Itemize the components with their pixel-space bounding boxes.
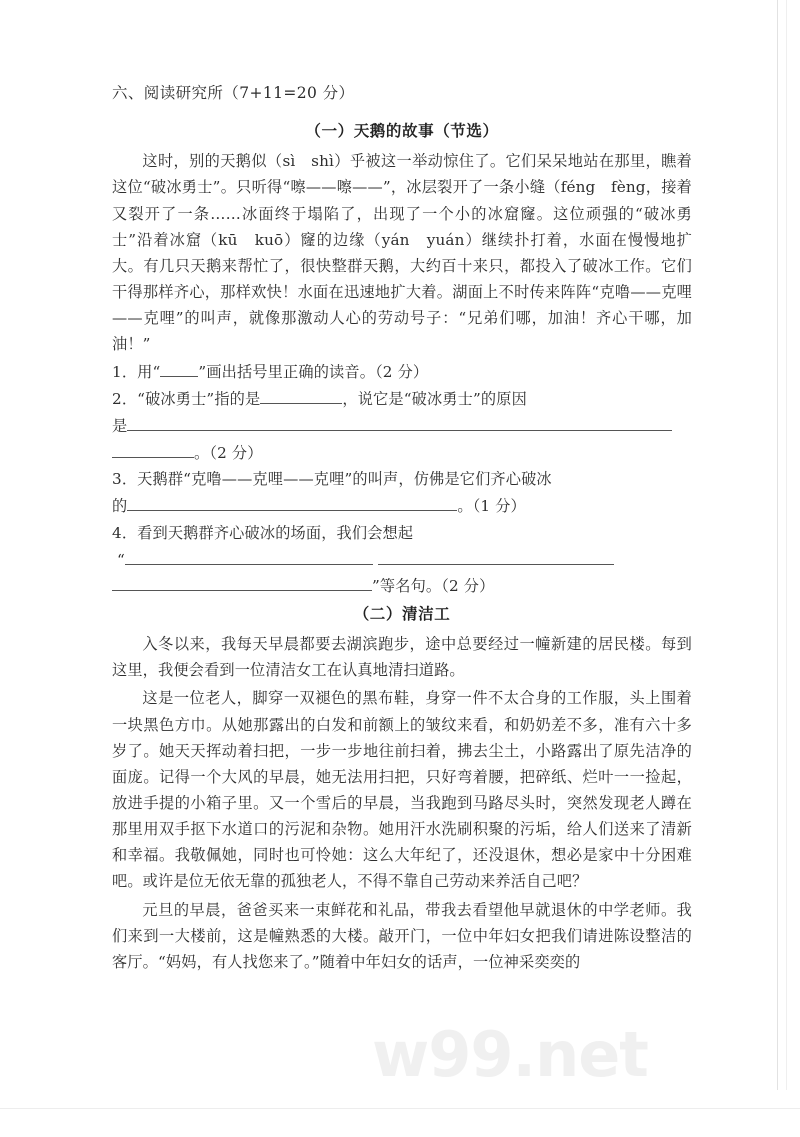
question-2-number: 2． <box>112 390 138 409</box>
page-edge-line-bottom <box>0 1108 800 1109</box>
question-3-line-2 <box>112 493 692 520</box>
page-edge-line-inner <box>786 0 787 1090</box>
question-2-text-c: 是 <box>112 416 128 435</box>
question-4-answer-blank-2[interactable] <box>378 548 614 565</box>
question-2-line-3 <box>112 440 692 467</box>
question-3-number: 3． <box>112 470 138 489</box>
document-content <box>112 82 692 977</box>
question-2-text-a: “破冰勇士”指的是 <box>137 390 261 409</box>
question-2-text-b: ，说它是“破冰勇士”的原因 <box>342 390 527 409</box>
question-4-line-2 <box>112 547 692 574</box>
question-4-quote-open: “ <box>116 550 125 569</box>
question-2-line-2 <box>112 413 692 440</box>
question-1-text-a: 用“ <box>137 363 161 382</box>
question-4-answer-blank-1[interactable] <box>125 548 373 565</box>
question-3-text-b: 的 <box>112 497 128 516</box>
question-4-line-3 <box>112 573 692 600</box>
question-2 <box>112 386 692 413</box>
question-3 <box>112 466 692 493</box>
question-3-text-c: 。（1 分） <box>457 497 526 516</box>
passage-2-paragraph-2: 这是一位老人，脚穿一双褪色的黑布鞋，身穿一件不太合身的工作服，头上围着一块黑色方巾。从她那露出的白发和前额上的皱纹来看，和奶奶差不多，准有六十多岁了。她天天挥动着扫把，一步一步地往前扫着，拂去尘土，小路露出了原先洁净的面庞。记得一个大风的早晨，她无法用扫把，只好弯着腰，把碎纸、烂叶一一捡起，放进手提的小箱子里。又一个雪后的早晨，当我跑到马路尽头时，突然发现老人蹲在那里用双手抠下水道口的污泥和杂物。她用汗水洗刷积聚的污垢，给人们送来了清新和幸福。我敬佩她，同时也可怜她：这么大年纪了，还没退休，想必是家中十分困难吧。或许是位无依无靠的孤独老人，不得不靠自己劳动来养活自己吧？ <box>112 689 692 891</box>
site-watermark: w99.net <box>372 1018 648 1091</box>
question-2-answer-blank-1[interactable] <box>260 387 342 404</box>
page-edge-line-outer <box>777 0 778 1090</box>
question-4-quote-close: ” <box>372 577 380 596</box>
question-4 <box>112 520 692 547</box>
question-3-answer-blank[interactable] <box>127 494 457 511</box>
question-4-text-a: 看到天鹅群齐心破冰的场面，我们会想起 <box>137 523 414 542</box>
question-3-text-a: 天鹅群“克噜——克哩——克哩”的叫声，仿佛是它们齐心破冰 <box>137 470 552 489</box>
passage-2-title: （二）清洁工 <box>353 604 451 624</box>
question-2-answer-blank-2[interactable] <box>127 414 672 431</box>
passage-2-paragraph-1: 入冬以来，我每天早晨都要去湖滨跑步，途中总要经过一幢新建的居民楼。每到这里，我便会看到一位清洁女工在认真地清扫道路。 <box>112 635 692 680</box>
passage-2-paragraph-3: 元旦的早晨，爸爸买来一束鲜花和礼品，带我去看望他早就退休的中学老师。我们来到一大楼前，这是幢熟悉的大楼。敲开门，一位中年妇女把我们请进陈设整洁的客厅。“妈妈，有人找您来了。”随着中年妇女的话声，一位神采奕奕的 <box>112 900 692 971</box>
passage-1-paragraph: 这时，别的天鹅似（sì shì）乎被这一举动惊住了。它们呆呆地站在那里，瞧着这位“破冰勇士”。只听得“嚓——嚓——”，冰层裂开了一条小缝（féng fèng，接着又裂开了一条……冰面终于塌陷了，出现了一个小的冰窟窿。这位顽强的“破冰勇士”沿着冰窟（kū kuō）窿的边缘（yán yuán）继续扑打着，水面在慢慢地扩大。有几只天鹅来帮忙了，很快整群天鹅，大约百十来只，都投入了破冰工作。它们干得那样齐心，那样欢快！水面在迅速地扩大着。湖面上不时传来阵阵“克噜——克哩——克哩”的叫声，就像那激动人心的劳动号子：“兄弟们哪，加油！齐心干哪，加油！” <box>112 152 692 354</box>
section-heading: 六、阅读研究所（7+11=20 分） <box>112 84 355 102</box>
question-4-number: 4． <box>112 523 138 542</box>
question-1-answer-blank[interactable] <box>160 360 198 377</box>
question-2-answer-blank-3[interactable] <box>112 441 194 458</box>
question-4-answer-blank-3[interactable] <box>112 574 372 591</box>
question-4-text-b: 等名句。（2 分） <box>379 577 495 596</box>
question-2-text-d: 。（2 分） <box>194 443 263 462</box>
passage-1-title: （一）天鹅的故事（节选） <box>305 121 499 141</box>
question-1-text-b: ”画出括号里正确的读音。（2 分） <box>198 363 429 382</box>
question-1-number: 1． <box>112 363 138 382</box>
question-1 <box>112 359 692 386</box>
